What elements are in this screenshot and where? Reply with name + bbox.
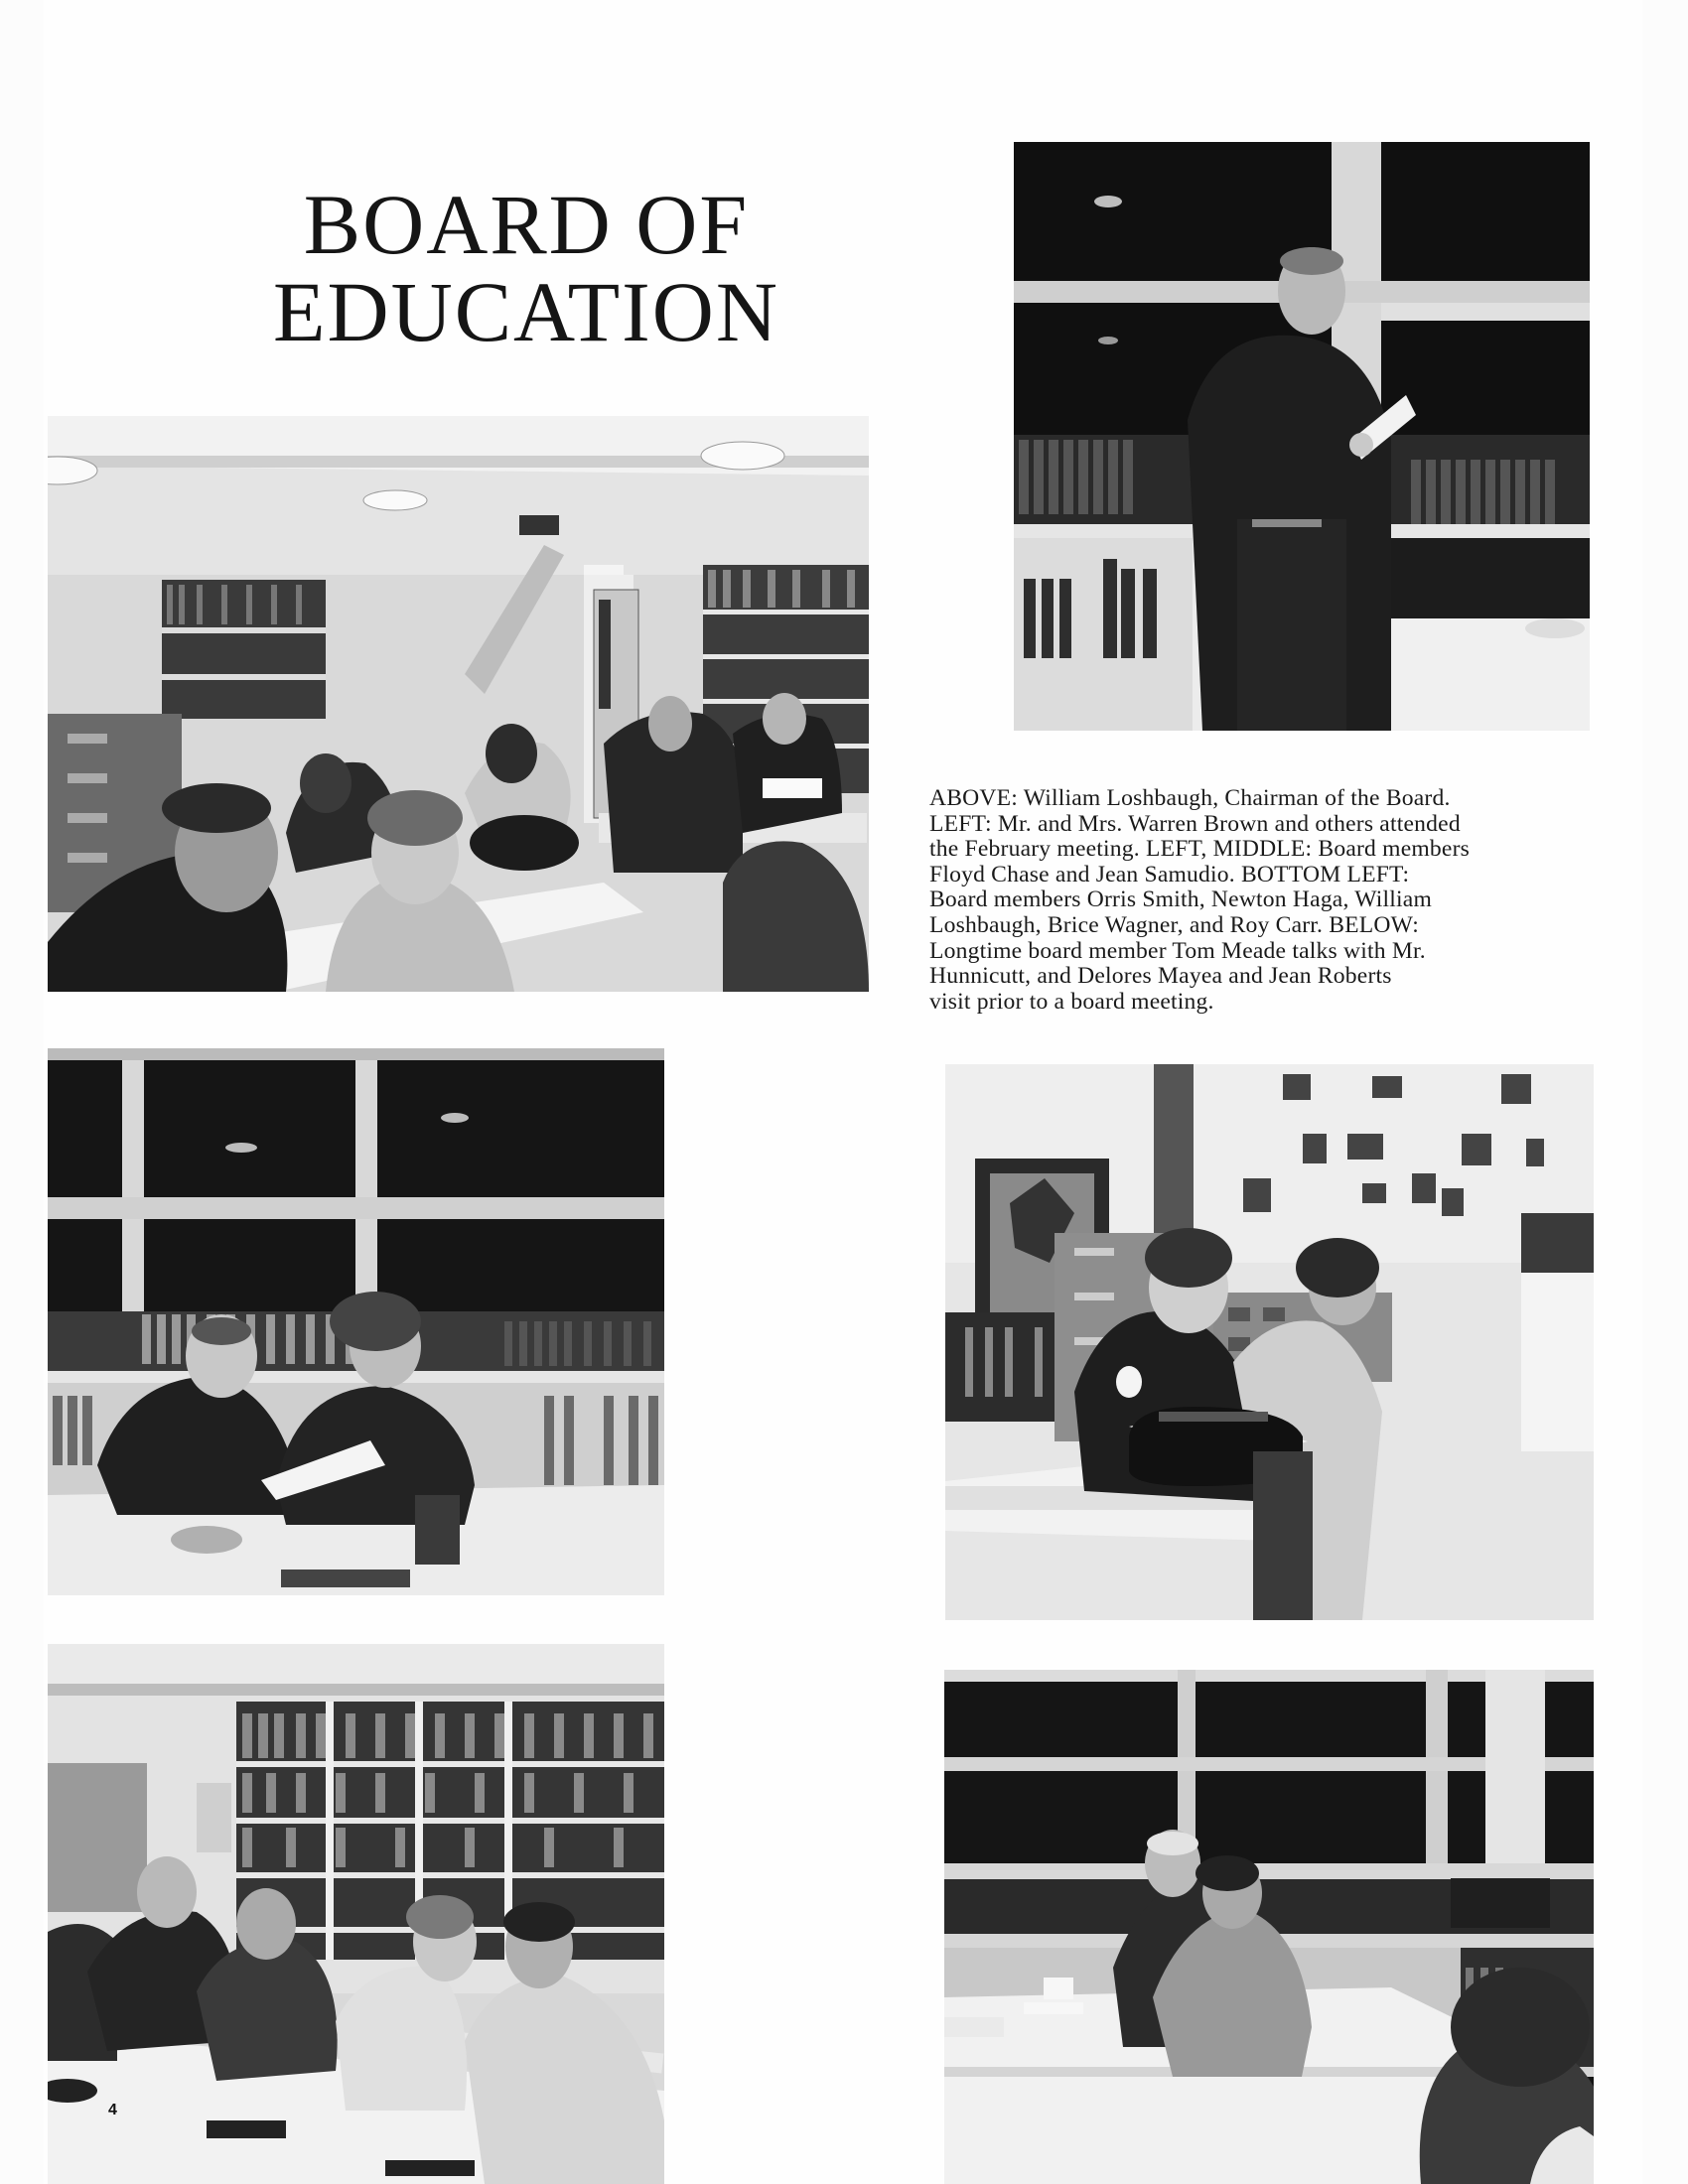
photo-chairman (1014, 142, 1590, 731)
caption-line: Floyd Chase and Jean Samudio. BOTTOM LEFT: (929, 861, 1410, 887)
photo-library-meeting (48, 416, 869, 992)
caption-line: Loshbaugh, Brice Wagner, and Roy Carr. BELOW: (929, 911, 1419, 938)
caption-line: ABOVE: William Loshbaugh, Chairman of the Board. (929, 785, 1451, 811)
photo-two-board-members (48, 1048, 664, 1595)
caption-line: visit prior to a board meeting. (929, 988, 1214, 1015)
caption-line: Hunnicutt, and Delores Mayea and Jean Roberts (929, 963, 1392, 990)
caption-line: LEFT: Mr. and Mrs. Warren Brown and others attended (929, 810, 1461, 837)
title-line-1: BOARD OF (303, 177, 750, 272)
page-title (228, 177, 824, 359)
title-line-2: EDUCATION (272, 264, 780, 359)
page-number: 4 (108, 2102, 117, 2118)
photo-meade-conversation (944, 1670, 1594, 2184)
photo-two-women-coffee (945, 1064, 1594, 1620)
caption-line: Longtime board member Tom Meade talks with Mr. (929, 937, 1426, 964)
caption-line: Board members Orris Smith, Newton Haga, William (929, 887, 1433, 913)
photo-caption (929, 786, 1595, 1015)
caption-line: the February meeting. LEFT, MIDDLE: Board members (929, 836, 1471, 863)
photo-board-members-row (48, 1644, 664, 2184)
